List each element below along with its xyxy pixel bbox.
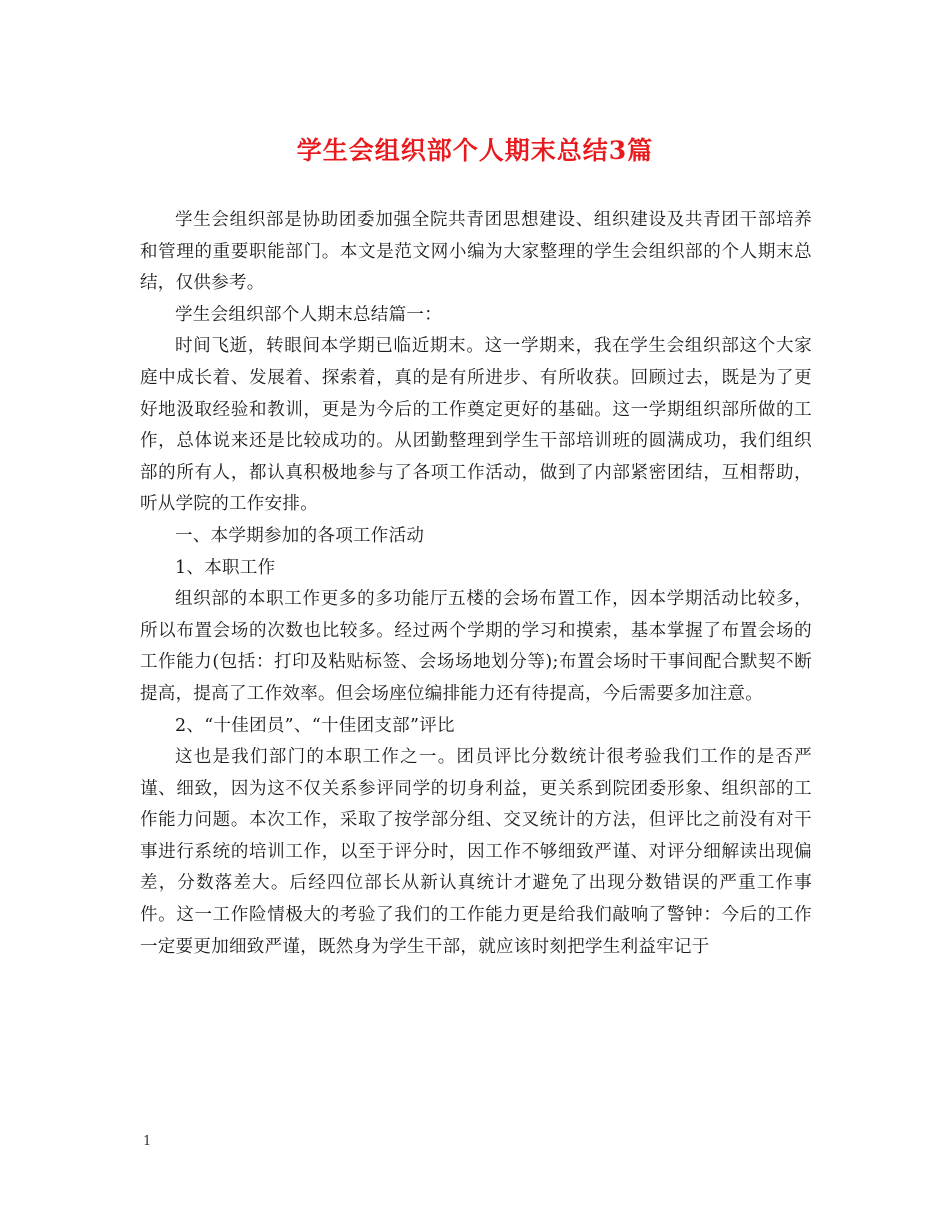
section-heading-part-one: 学生会组织部个人期末总结篇一：: [175, 304, 442, 325]
subsection-heading-duties: 1、本职工作: [175, 557, 276, 578]
page-number: 1: [143, 1134, 152, 1149]
body-paragraph: 时间飞逝，转眼间本学期已临近期末。这一学期来，我在学生会组织部这个大家庭中成长着、发展着、探索着，真的是有所进步、有所收获。回顾过去，既是为了更好地汲取经验和教训，更是为今后的工作奠定更好的基础。这一学期组织部所做的工作，总体说来还是比较成功的。从团勤整理到学生干部培训班的圆满成功，我们组织部的所有人，都认真积极地参与了各项工作活动，做到了内部紧密团结，互相帮助，听从学院的工作安排。: [140, 336, 812, 515]
subsection-heading-evaluation: 2、“十佳团员”、“十佳团支部”评比: [175, 715, 455, 736]
document-title: 学生会组织部个人期末总结3篇: [296, 136, 654, 165]
document-body: [140, 205, 812, 963]
intro-paragraph: 学生会组织部是协助团委加强全院共青团思想建设、组织建设及共青团干部培养和管理的重要职能部门。本文是范文网小编为大家整理的学生会组织部的个人期末总结，仅供参考。: [140, 210, 812, 294]
body-paragraph: 这也是我们部门的本职工作之一。团员评比分数统计很考验我们工作的是否严谨、细致，因为这不仅关系参评同学的切身利益，更关系到院团委形象、组织部的工作能力问题。本次工作，采取了按学部分组、交叉统计的方法，但评比之前没有对干事进行系统的培训工作，以至于评分时，因工作不够细致严谨、对评分细解读出现偏差，分数落差大。后经四位部长从新认真统计才避免了出现分数错误的严重工作事件。这一工作险情极大的考验了我们的工作能力更是给我们敲响了警钟：今后的工作一定要更加细致严谨，既然身为学生干部，就应该时刻把学生利益牢记于: [140, 747, 812, 957]
section-heading-activities: 一、本学期参加的各项工作活动: [175, 525, 425, 546]
body-paragraph: 组织部的本职工作更多的多功能厅五楼的会场布置工作，因本学期活动比较多，所以布置会场的次数也比较多。经过两个学期的学习和摸索，基本掌握了布置会场的工作能力(包括：打印及粘贴标签、会场场地划分等);布置会场时干事间配合默契不断提高，提高了工作效率。但会场座位编排能力还有待提高，今后需要多加注意。: [140, 589, 812, 704]
